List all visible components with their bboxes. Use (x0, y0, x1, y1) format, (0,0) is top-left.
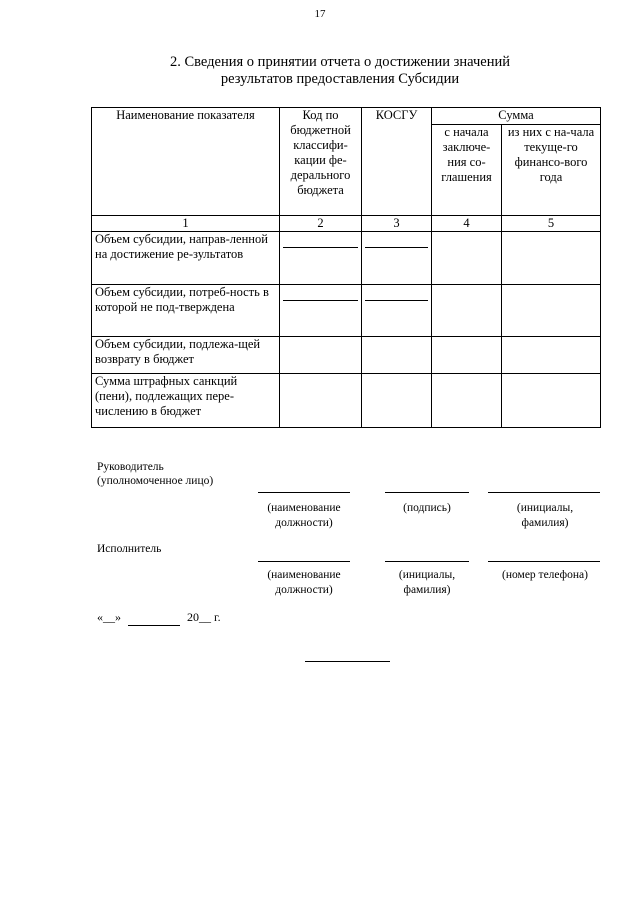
header-kosgu: КОСГУ (362, 108, 432, 216)
date-day: __ (103, 610, 115, 624)
header-since-agreement: с начала заключе-ния со-глашения (432, 125, 502, 216)
date-year-prefix: 20 (187, 610, 199, 624)
head-caption-position: (наименование должности) (267, 502, 341, 529)
table-row (92, 374, 601, 428)
header-budget-code: Код по бюджетной классифи-кации фе-дерального бюджета (280, 108, 362, 216)
since-agreement-cell (432, 285, 502, 337)
executor-phone-line (488, 561, 600, 562)
header-indicator-name: Наименование показателя (92, 108, 280, 216)
date-line (97, 610, 221, 626)
date-close-quote: » (115, 610, 121, 624)
row-label: Объем субсидии, направ-ленной на достижение ре-зультатов (92, 232, 280, 285)
row-label: Сумма штрафных санкций (пени), подлежащих пере-числению в бюджет (92, 374, 280, 428)
head-label (97, 460, 213, 488)
kosgu-cell (362, 374, 432, 428)
budget-code-cell (280, 285, 362, 337)
kosgu-cell (362, 285, 432, 337)
since-year-cell (502, 374, 601, 428)
section-title-line-1: 2. Сведения о принятии отчета о достижении значений (170, 54, 510, 70)
row-label: Объем субсидии, потреб-ность в которой не под-тверждена (92, 285, 280, 337)
row-label: Объем субсидии, подлежа-щей возврату в бюджет (92, 337, 280, 374)
since-agreement-cell (432, 374, 502, 428)
table-row (92, 285, 601, 337)
table-row (92, 337, 601, 374)
date-month-blank (128, 610, 180, 626)
since-agreement-cell (432, 232, 502, 285)
executor-caption-position: (наименование должности) (267, 569, 341, 596)
head-label-line-1: Руководитель (97, 461, 164, 473)
executor-caption-phone: (номер телефона) (502, 569, 588, 581)
date-open-quote: « (97, 610, 103, 624)
page-number: 17 (314, 8, 326, 20)
since-year-cell (502, 337, 601, 374)
executor-position-line (258, 561, 350, 562)
date-year: __ (199, 610, 211, 624)
table-row (92, 232, 601, 285)
executor-name-line (385, 561, 469, 562)
since-year-cell (502, 285, 601, 337)
budget-code-cell (280, 374, 362, 428)
executor-label: Исполнитель (97, 543, 162, 555)
head-label-line-2: (уполномоченное лицо) (97, 475, 214, 487)
column-number-row (92, 216, 601, 232)
head-caption-signature: (подпись) (403, 502, 451, 514)
budget-code-cell (280, 337, 362, 374)
head-position-line (258, 492, 350, 493)
head-signature-line (385, 492, 469, 493)
date-suffix: г. (214, 610, 221, 624)
column-number: 1 (92, 216, 280, 232)
kosgu-cell (362, 337, 432, 374)
column-number: 5 (502, 216, 601, 232)
section-title-line-2: результатов предоставления Субсидии (220, 71, 460, 87)
column-number: 2 (280, 216, 362, 232)
header-row (92, 108, 601, 125)
header-since-year: из них с на-чала текуще-го финансо-вого года (502, 125, 601, 216)
column-number: 4 (432, 216, 502, 232)
since-year-cell (502, 232, 601, 285)
head-name-line (488, 492, 600, 493)
executor-caption-name: (инициалы, фамилия) (398, 569, 456, 596)
budget-code-cell (280, 232, 362, 285)
kosgu-cell (362, 232, 432, 285)
column-number: 3 (362, 216, 432, 232)
section-title (110, 54, 570, 88)
since-agreement-cell (432, 337, 502, 374)
head-caption-name: (инициалы, фамилия) (516, 502, 574, 529)
footer-rule (305, 661, 390, 662)
header-sum: Сумма (432, 108, 601, 125)
report-table (91, 107, 601, 428)
